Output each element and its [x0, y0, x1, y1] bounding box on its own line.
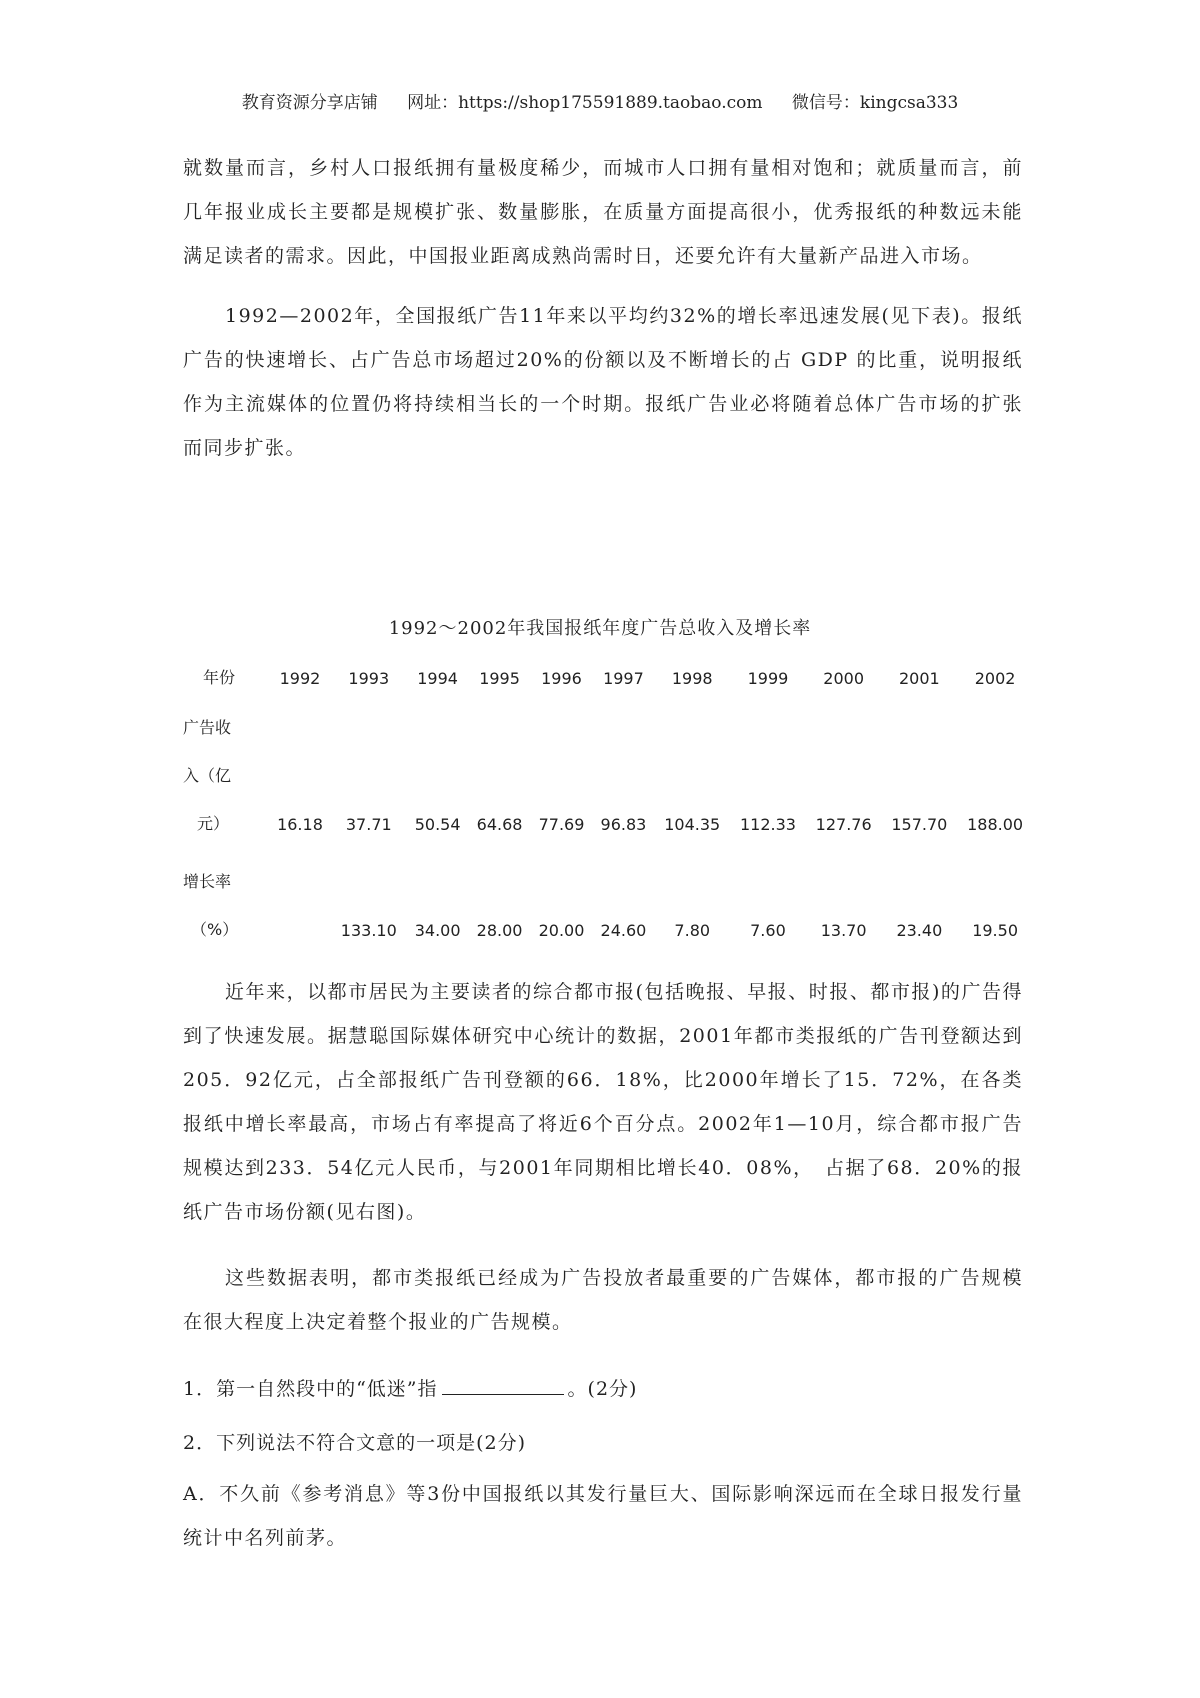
year-cell: 2001 [898, 669, 940, 688]
growth-label [183, 848, 269, 954]
growth-cell: 24.60 [600, 921, 647, 940]
growth-cell [269, 848, 331, 954]
growth-cell: 7.80 [674, 921, 711, 940]
growth-cell: 133.10 [340, 921, 397, 940]
year-cell: 1996 [541, 669, 582, 688]
paragraph-2: 1992—2002年，全国报纸广告11年来以平均约32%的增长率迅速发展(见下表)。报纸广告的快速增长、占广告总市场超过20%的份额以及不断增长的占 GDP 的比重，说明报纸作为主流媒体的位置仍将持续相当长的一个时期。报纸广告业必将随着总体广告市场的扩张而同步扩张。 [183, 305, 1023, 459]
year-cell: 2000 [823, 669, 864, 688]
revenue-label-line: 入（亿 [183, 766, 232, 785]
question-2: 2．下列说法不符合文意的一项是(2分) [183, 1432, 527, 1454]
growth-cell: 20.00 [538, 921, 585, 940]
growth-label-line: （%） [191, 920, 239, 939]
growth-cell: 13.70 [820, 921, 867, 940]
table-row-growth [183, 848, 1033, 954]
growth-cell: 7.60 [750, 921, 786, 940]
year-cell: 2002 [974, 669, 1016, 688]
growth-label-line: 增长率 [183, 872, 232, 891]
growth-cell: 28.00 [476, 921, 523, 940]
table-row-revenue [183, 688, 1033, 848]
paragraph-4: 这些数据表明，都市类报纸已经成为广告投放者最重要的广告媒体，都市报的广告规模在很大程度上决定着整个报业的广告规模。 [183, 1267, 1023, 1333]
revenue-cell: 64.68 [476, 815, 523, 834]
shop-url[interactable]: 网址：https://shop175591889.taobao.com [407, 93, 763, 113]
question-1-text: 1．第一自然段中的“低迷”指 [183, 1378, 438, 1400]
wechat-id: 微信号：kingcsa333 [791, 93, 959, 113]
question-1-score: 。(2分) [567, 1378, 638, 1400]
revenue-label-line: 元） [197, 814, 230, 833]
option-a: A．不久前《参考消息》等3份中国报纸以其发行量巨大、国际影响深远而在全球日报发行量统计中名列前茅。 [183, 1483, 1023, 1549]
revenue-cell: 16.18 [277, 815, 323, 834]
revenue-cell: 127.76 [815, 815, 872, 834]
year-cell: 1992 [279, 669, 321, 688]
ad-revenue-table [183, 660, 1033, 954]
year-cell: 1994 [417, 669, 458, 688]
year-cell: 1993 [348, 669, 390, 688]
table-row-years [183, 660, 1033, 688]
year-cell: 1998 [671, 669, 713, 688]
year-cell: 1997 [603, 669, 644, 688]
year-cell: 1995 [479, 669, 520, 688]
growth-cell: 34.00 [414, 921, 461, 940]
revenue-cell: 77.69 [538, 815, 585, 834]
answer-blank[interactable] [442, 1376, 564, 1395]
revenue-label-line: 广告收 [183, 718, 232, 737]
page-header [0, 88, 1200, 113]
year-label: 年份 [203, 668, 236, 687]
growth-cell: 19.50 [972, 921, 1018, 940]
paragraph-1: 就数量而言，乡村人口报纸拥有量极度稀少，而城市人口拥有量相对饱和；就质量而言，前几年报业成长主要都是规模扩张、数量膨胀，在质量方面提高很小，优秀报纸的种数远未能满足读者的需求。因此，中国报业距离成熟尚需时日，还要允许有大量新产品进入市场。 [183, 157, 1023, 267]
shop-name: 教育资源分享店铺 [241, 93, 378, 113]
revenue-label [183, 688, 269, 848]
revenue-cell: 112.33 [739, 815, 796, 834]
revenue-cell: 50.54 [414, 815, 461, 834]
year-cell: 1999 [747, 669, 789, 688]
revenue-cell: 188.00 [967, 815, 1024, 834]
revenue-cell: 96.83 [600, 815, 647, 834]
revenue-cell: 104.35 [664, 815, 721, 834]
paragraph-3: 近年来，以都市居民为主要读者的综合都市报(包括晚报、早报、时报、都市报)的广告得到了快速发展。据慧聪国际媒体研究中心统计的数据，2001年都市类报纸的广告刊登额达到205．92亿元，占全部报纸广告刊登额的66．18%，比2000年增长了15．72%，在各类报纸中增长率最高，市场占有率提高了将近6个百分点。2002年1—10月，综合都市报广告规模达到233．54亿元人民币，与2001年同期相比增长40．08%， 占据了68．20%的报纸广告市场份额(见右图)。 [183, 981, 1023, 1223]
revenue-cell: 37.71 [345, 815, 392, 834]
table-title: 1992～2002年我国报纸年度广告总收入及增长率 [388, 618, 812, 639]
question-1 [183, 1374, 637, 1401]
revenue-cell: 157.70 [891, 815, 948, 834]
growth-cell: 23.40 [896, 921, 943, 940]
